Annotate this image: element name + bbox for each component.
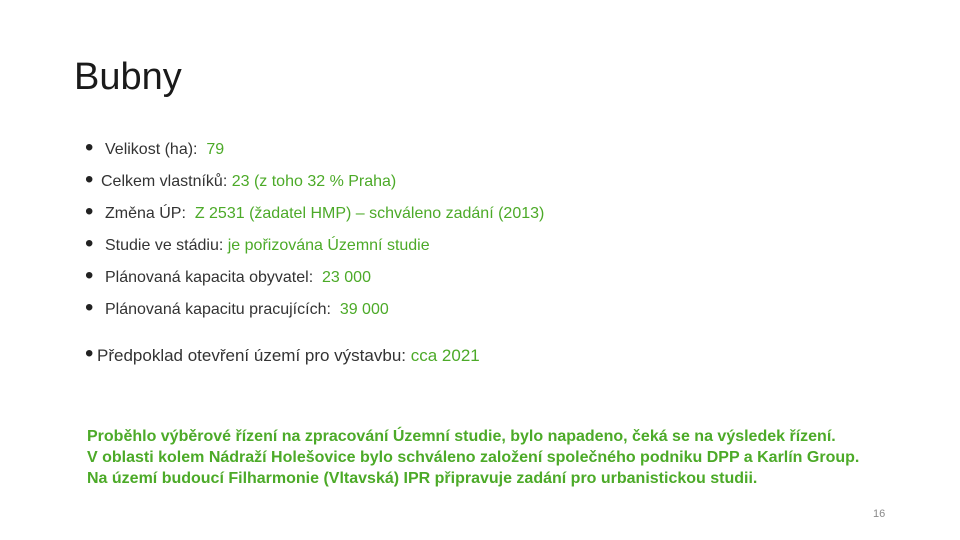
bullet-label: Velikost (ha): (105, 141, 198, 158)
bullet-value: 79 (206, 141, 225, 158)
bullet-dot-icon: • (85, 294, 94, 321)
bullet-label: Plánovaná kapacitu pracujících: (105, 301, 331, 318)
note-line: Na území budoucí Filharmonie (Vltavská) IPR připravuje zadání pro urbanistickou studii. (87, 470, 758, 487)
bullet-label: Plánovaná kapacita obyvatel: (105, 269, 314, 286)
bullet-dot-icon: • (85, 340, 94, 367)
bullet-label: Předpoklad otevření území pro výstavbu: (97, 346, 406, 365)
bullet-dot-icon: • (85, 166, 94, 193)
status-notes (87, 426, 917, 489)
bullet-value: cca 2021 (410, 346, 480, 365)
bullet-value: 23 (z toho 32 % Praha) (231, 173, 397, 190)
bullet-dot-icon: • (85, 134, 94, 161)
note-line: Proběhlo výběrové řízení na zpracování Územní studie, bylo napadeno, čeká se na výsledek řízení. (87, 428, 836, 445)
page-number: 16 (873, 508, 886, 520)
bullet-dot-icon: • (85, 230, 94, 257)
bullet-value: 23 000 (322, 269, 371, 286)
bullet-label: Změna ÚP: (105, 205, 186, 222)
bullet-label: Celkem vlastníků: (101, 173, 228, 190)
bullet-value: Z 2531 (žadatel HMP) – schváleno zadání (2013) (194, 205, 545, 222)
bullet-label: Studie ve stádiu: (105, 237, 224, 254)
bullet-dot-icon: • (85, 198, 94, 225)
bullet-value: je pořizována Územní studie (227, 237, 430, 254)
bullet-dot-icon: • (85, 262, 94, 289)
slide-title: Bubny (74, 56, 182, 98)
bullet-value: 39 000 (339, 301, 389, 318)
note-line: V oblasti kolem Nádraží Holešovice bylo schváleno založení společného podniku DPP a Karlín Group. (87, 449, 860, 466)
